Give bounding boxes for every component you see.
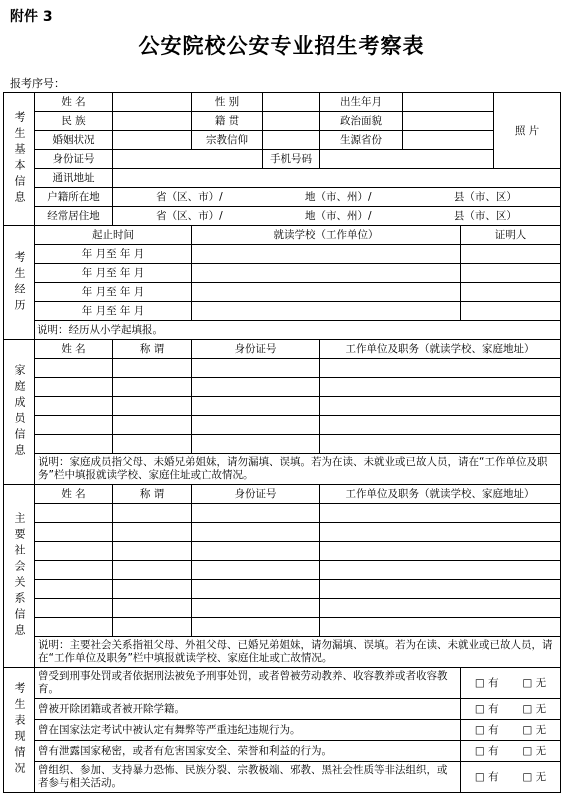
residence-province-unit: 省（区、市）/ — [156, 210, 223, 222]
social-id-cell[interactable] — [192, 599, 320, 618]
hukou-label: 户籍所在地 — [35, 188, 113, 207]
social-work-cell[interactable] — [320, 599, 561, 618]
address-field[interactable] — [113, 169, 561, 188]
hukou-county-unit: 县（市、区） — [453, 191, 517, 203]
native-place-field[interactable] — [263, 112, 320, 131]
social-work-cell[interactable] — [320, 542, 561, 561]
social-id-header: 身份证号 — [192, 485, 320, 504]
family-name-cell[interactable] — [35, 435, 113, 454]
residence-label: 经常居住地 — [35, 207, 113, 226]
family-name-cell[interactable] — [35, 397, 113, 416]
yes-checkbox[interactable]: □ 有 — [474, 677, 499, 689]
social-id-cell[interactable] — [192, 504, 320, 523]
experience-time-header: 起止时间 — [35, 226, 192, 245]
experience-witness-cell[interactable] — [461, 302, 561, 321]
experience-witness-header: 证明人 — [461, 226, 561, 245]
experience-time-cell[interactable]: 年 月至 年 月 — [35, 245, 192, 264]
family-id-cell[interactable] — [192, 435, 320, 454]
social-title-cell[interactable] — [113, 561, 192, 580]
experience-witness-cell[interactable] — [461, 264, 561, 283]
performance-options — [461, 741, 561, 762]
social-name-cell[interactable] — [35, 542, 113, 561]
ethnicity-label: 民 族 — [35, 112, 113, 131]
experience-time-cell[interactable]: 年 月至 年 月 — [35, 302, 192, 321]
family-name-cell[interactable] — [35, 416, 113, 435]
hukou-field[interactable] — [113, 188, 561, 207]
id-card-field[interactable] — [113, 150, 263, 169]
family-id-cell[interactable] — [192, 397, 320, 416]
form-title: 公安院校公安专业招生考察表 — [138, 33, 425, 58]
family-id-cell[interactable] — [192, 416, 320, 435]
social-work-cell[interactable] — [320, 561, 561, 580]
gender-field[interactable] — [263, 93, 320, 112]
yes-checkbox[interactable]: □ 有 — [474, 703, 499, 715]
experience-school-header: 就读学校（工作单位） — [192, 226, 461, 245]
family-section-label: 家庭成员信息 — [4, 340, 35, 485]
experience-note: 说明：经历从小学起填报。 — [35, 321, 561, 340]
id-card-label: 身份证号 — [35, 150, 113, 169]
no-checkbox[interactable]: □ 无 — [522, 724, 547, 736]
phone-label: 手机号码 — [263, 150, 320, 169]
religion-label: 宗教信仰 — [192, 131, 263, 150]
hukou-city-unit: 地（市、州）/ — [304, 191, 372, 203]
birth-label: 出生年月 — [320, 93, 403, 112]
social-work-cell[interactable] — [320, 580, 561, 599]
no-checkbox[interactable]: □ 无 — [522, 677, 547, 689]
social-work-header: 工作单位及职务（就读学校、家庭地址） — [320, 485, 561, 504]
marital-status-label: 婚姻状况 — [35, 131, 113, 150]
social-id-cell[interactable] — [192, 542, 320, 561]
photo-box: 照 片 — [494, 93, 561, 169]
social-work-cell[interactable] — [320, 618, 561, 637]
social-name-cell[interactable] — [35, 618, 113, 637]
experience-section-label: 考生经历 — [4, 226, 35, 340]
yes-checkbox[interactable]: □ 有 — [474, 745, 499, 757]
performance-options — [461, 720, 561, 741]
family-id-cell[interactable] — [192, 378, 320, 397]
experience-time-cell[interactable]: 年 月至 年 月 — [35, 283, 192, 302]
family-name-header: 姓 名 — [35, 340, 113, 359]
performance-item: 曾有泄露国家秘密，或者有危害国家安全、荣誉和利益的行为。 — [35, 741, 461, 762]
social-title-cell[interactable] — [113, 523, 192, 542]
family-title-cell[interactable] — [113, 435, 192, 454]
religion-field[interactable] — [263, 131, 320, 150]
social-note: 说明：主要社会关系指祖父母、外祖父母、已婚兄弟姐妹，请勿漏填、误填。若为在读、未就业或已故人员，请在“工作单位及职务”栏中填报就读学校、家庭住址或亡故情况。 — [35, 637, 561, 668]
ethnicity-field[interactable] — [113, 112, 192, 131]
family-work-cell[interactable] — [320, 378, 561, 397]
hukou-province-unit: 省（区、市）/ — [156, 191, 223, 203]
performance-section-label: 考生表现情况 — [4, 668, 35, 793]
family-work-header: 工作单位及职务（就读学校、家庭地址） — [320, 340, 561, 359]
performance-item: 曾受到刑事处罚或者依据刑法被免予刑事处罚，或者曾被劳动教养、收容教养或者收容教育。 — [35, 668, 461, 699]
performance-item: 曾被开除团籍或者被开除学籍。 — [35, 699, 461, 720]
performance-item: 曾在国家法定考试中被认定有舞弊等严重违纪违规行为。 — [35, 720, 461, 741]
yes-checkbox[interactable]: □ 有 — [474, 724, 499, 736]
social-title-cell[interactable] — [113, 580, 192, 599]
family-title-header: 称 谓 — [113, 340, 192, 359]
family-work-cell[interactable] — [320, 359, 561, 378]
performance-options — [461, 668, 561, 699]
family-id-header: 身份证号 — [192, 340, 320, 359]
performance-options — [461, 762, 561, 793]
political-status-label: 政治面貌 — [320, 112, 403, 131]
no-checkbox[interactable]: □ 无 — [522, 745, 547, 757]
family-name-cell[interactable] — [35, 378, 113, 397]
social-name-cell[interactable] — [35, 599, 113, 618]
basic-info-section-label: 考生基本信息 — [4, 93, 35, 226]
social-work-cell[interactable] — [320, 504, 561, 523]
social-name-cell[interactable] — [35, 561, 113, 580]
family-work-cell[interactable] — [320, 416, 561, 435]
social-id-cell[interactable] — [192, 523, 320, 542]
attachment-label: 附件 3 — [10, 9, 53, 25]
social-name-cell[interactable] — [35, 580, 113, 599]
family-id-cell[interactable] — [192, 359, 320, 378]
social-id-cell[interactable] — [192, 618, 320, 637]
performance-options — [461, 699, 561, 720]
family-work-cell[interactable] — [320, 397, 561, 416]
birth-field[interactable] — [403, 93, 494, 112]
residence-county-unit: 县（市、区） — [453, 210, 517, 222]
social-name-cell[interactable] — [35, 523, 113, 542]
residence-city-unit: 地（市、州）/ — [304, 210, 372, 222]
social-work-cell[interactable] — [320, 523, 561, 542]
family-work-cell[interactable] — [320, 435, 561, 454]
political-status-field[interactable] — [403, 112, 494, 131]
family-note: 说明：家庭成员指父母、未婚兄弟姐妹，请勿漏填、误填。若为在读、未就业或已故人员，请在“工作单位及职务”栏中填报就读学校、家庭住址或亡故情况。 — [35, 454, 561, 485]
family-title-cell[interactable] — [113, 416, 192, 435]
family-title-cell[interactable] — [113, 397, 192, 416]
serial-number-label: 报考序号： — [10, 77, 65, 90]
social-title-cell[interactable] — [113, 599, 192, 618]
experience-school-cell[interactable] — [192, 245, 461, 264]
social-id-cell[interactable] — [192, 561, 320, 580]
inspection-form-table — [3, 92, 561, 793]
phone-field[interactable] — [320, 150, 494, 169]
experience-school-cell[interactable] — [192, 302, 461, 321]
experience-school-cell[interactable] — [192, 264, 461, 283]
experience-school-cell[interactable] — [192, 283, 461, 302]
social-id-cell[interactable] — [192, 580, 320, 599]
marital-status-field[interactable] — [113, 131, 192, 150]
social-name-header: 姓 名 — [35, 485, 113, 504]
family-name-cell[interactable] — [35, 359, 113, 378]
social-title-cell[interactable] — [113, 618, 192, 637]
name-label: 姓 名 — [35, 93, 113, 112]
social-title-header: 称 谓 — [113, 485, 192, 504]
address-label: 通讯地址 — [35, 169, 113, 188]
social-title-cell[interactable] — [113, 504, 192, 523]
family-title-cell[interactable] — [113, 378, 192, 397]
native-place-label: 籍 贯 — [192, 112, 263, 131]
no-checkbox[interactable]: □ 无 — [522, 703, 547, 715]
family-title-cell[interactable] — [113, 359, 192, 378]
origin-province-label: 生源省份 — [320, 131, 403, 150]
experience-time-cell[interactable]: 年 月至 年 月 — [35, 264, 192, 283]
yes-checkbox[interactable]: □ 有 — [474, 771, 499, 783]
residence-field[interactable] — [113, 207, 561, 226]
performance-item: 曾组织、参加、支持暴力恐怖、民族分裂、宗教极端、邪教、黑社会性质等非法组织，或者参与相关活动。 — [35, 762, 461, 793]
gender-label: 性 别 — [192, 93, 263, 112]
social-title-cell[interactable] — [113, 542, 192, 561]
experience-witness-cell[interactable] — [461, 283, 561, 302]
name-field[interactable] — [113, 93, 192, 112]
origin-province-field[interactable] — [403, 131, 494, 150]
no-checkbox[interactable]: □ 无 — [522, 771, 547, 783]
experience-witness-cell[interactable] — [461, 245, 561, 264]
social-section-label: 主要社会关系信息 — [4, 485, 35, 668]
social-name-cell[interactable] — [35, 504, 113, 523]
